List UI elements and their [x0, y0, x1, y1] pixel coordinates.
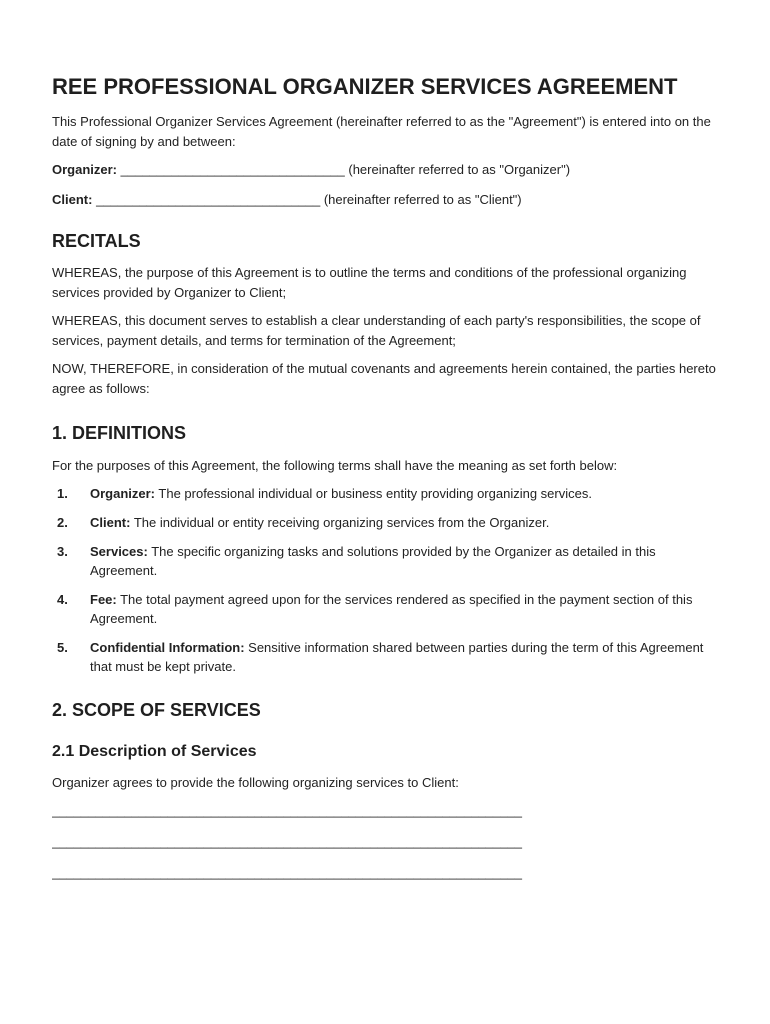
organizer-blank: _______________________________ — [117, 162, 349, 177]
recital-paragraph: NOW, THEREFORE, in consideration of the mutual covenants and agreements herein contained, the parties hereto agree as follows: — [52, 361, 716, 396]
definition-text: The professional individual or business entity providing organizing services. — [155, 486, 592, 501]
definition-item — [52, 484, 722, 503]
definition-term: Organizer: — [90, 486, 156, 501]
definition-number: 3. — [57, 544, 68, 559]
recitals-heading: RECITALS — [52, 231, 141, 251]
organizer-suffix: (hereinafter referred to as "Organizer") — [348, 162, 571, 177]
client-party-line — [52, 190, 722, 210]
fill-in-line: _________________________________________________________________ — [52, 834, 522, 849]
fill-in-line: _________________________________________________________________ — [52, 803, 522, 818]
definition-item — [52, 513, 722, 532]
definition-term: Services: — [90, 544, 148, 559]
scope-intro: Organizer agrees to provide the following organizing services to Client: — [52, 775, 459, 790]
document-page — [52, 70, 722, 894]
client-suffix: (hereinafter referred to as "Client") — [323, 192, 522, 207]
fill-in-line: _________________________________________________________________ — [52, 865, 522, 880]
definition-term: Confidential Information: — [90, 640, 245, 655]
definitions-intro: For the purposes of this Agreement, the following terms shall have the meaning as set forth below: — [52, 458, 618, 473]
definition-number: 1. — [57, 486, 68, 501]
definition-term: Client: — [90, 515, 131, 530]
definitions-heading: 1. DEFINITIONS — [52, 423, 187, 443]
definition-number: 5. — [57, 640, 68, 655]
definition-number: 2. — [57, 515, 68, 530]
organizer-party-line — [52, 160, 722, 180]
definition-term: Fee: — [90, 592, 117, 607]
scope-heading: 2. SCOPE OF SERVICES — [52, 700, 261, 720]
scope-subheading: 2.1 Description of Services — [52, 743, 257, 760]
document-title: REE PROFESSIONAL ORGANIZER SERVICES AGREEMENT — [52, 74, 678, 99]
organizer-label: Organizer: — [52, 162, 118, 177]
definitions-list — [52, 484, 722, 676]
definition-item — [52, 542, 722, 580]
client-label: Client: — [52, 192, 93, 207]
definition-text: Sensitive information shared between parties during the term of this Agreement that must be kept private. — [90, 640, 704, 674]
definition-text: The total payment agreed upon for the services rendered as specified in the payment section of this Agreement. — [90, 592, 693, 626]
intro-paragraph: This Professional Organizer Services Agreement (hereinafter referred to as the "Agreement") is entered into on the date of signing by and between: — [52, 114, 711, 149]
definition-number: 4. — [57, 592, 68, 607]
client-blank: _______________________________ — [92, 192, 324, 207]
definition-item — [52, 590, 722, 628]
definition-text: The specific organizing tasks and solutions provided by the Organizer as detailed in this Agreement. — [90, 544, 656, 578]
recital-paragraph: WHEREAS, the purpose of this Agreement is to outline the terms and conditions of the professional organizing services provided by Organizer to Client; — [52, 265, 687, 300]
definition-item — [52, 638, 722, 676]
recital-paragraph: WHEREAS, this document serves to establish a clear understanding of each party's responsibilities, the scope of services, payment details, and terms for termination of the Agreement; — [52, 313, 701, 348]
definition-text: The individual or entity receiving organizing services from the Organizer. — [130, 515, 550, 530]
